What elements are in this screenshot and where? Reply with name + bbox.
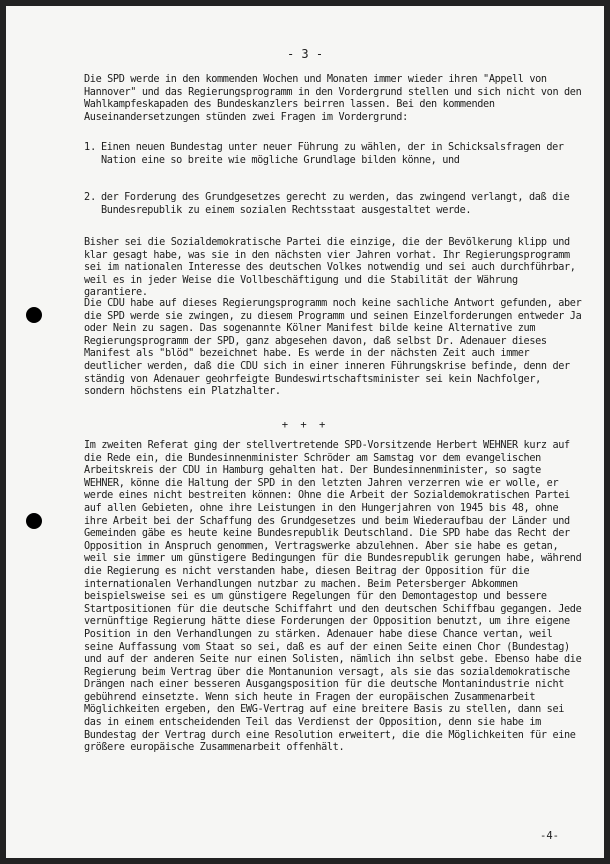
list-item-text: Einen neuen Bundestag unter neuer Führung zu wählen, der in Schicksalsfragen der Nation eine so breite wie mögliche Grundlage bilden könne, und [101, 142, 564, 166]
punch-hole-upper [26, 307, 42, 323]
list-item-number: 2. [84, 192, 97, 203]
section-divider: + + + [281, 419, 329, 431]
punch-hole-lower [26, 513, 42, 529]
paragraph-wehner-speech: Im zweiten Referat ging der stellvertretende SPD-Vorsitzende Herbert WEHNER kurz auf die Rede ein, die Bundesinnenminister Schröder am Samstag vor dem evangelischen Arbeitskreis der CDU in Hamburg gehalten hat. Der Bundesinnenminister, so sagte WEHNER, könne die Haltung der SPD in den letzten Jahren verzerren wie er wolle, er werde eines nicht bestreiten können: Ohne die Arbeit der Sozialdemokratischen Partei auf allen Gebieten, ohne ihre Leistungen in den Hungerjahren von 1945 bis 48, ohne ihre Arbeit bei der Schaffung des Grundgesetzes und beim Wiederaufbau der Länder und Gemeinden gäbe es heute keine Bundesrepublik Deutschland. Die SPD habe das Recht der Opposition in Anspruch genommen, Vertragswerke abzulehnen. Aber sie habe es getan, weil sie immer um günstigere Bedingungen für die Bundesrepublik gerungen habe, während die Regierung es nicht verstanden habe, diesen Beitrag der Opposition für die internationalen Verhandlungen nutzbar zu machen. Beim Petersberger Abkommen beispielsweise sei es um günstigere Regelungen für den Demontagestop und bessere Startpositionen für die deutsche Schiffahrt und den deutschen Schiffbau gegangen. Jede vernünftige Regierung hätte diese Forderungen der Opposition benutzt, um ihre eigene Position in den Verhandlungen zu stärken. Adenauer habe diese Chance vertan, weil seine Auffassung vom Staat so sei, daß es auf der einen Seite einen Chor (Bundestag) und auf der anderen Seite nur einen Solisten, nämlich ihn selbst gebe. Ebenso habe die Regierung beim Vertrag über die Montanunion versagt, als sie das sozialdemokratische Drängen nach einer besseren Ausgangsposition für die deutsche Montanindustrie nicht gebührend einsetzte. Wenn sich heute in Fragen der europäischen Zusammenarbeit Möglichkeiten ergeben, den EWG-Vertrag auf eine breitere Basis zu stellen, dann sei das in einem entscheidenden Teil das Verdienst der Opposition, denn sie habe im Bundestag der Vertrag durch eine Resolution erweitert, die die Möglichkeiten für eine größere europäische Zusammenarbeit offenhält. [84, 440, 588, 754]
paragraph-intro: Die SPD werde in den kommenden Wochen und Monaten immer wieder ihren "Appell von Hannover" und das Regierungsprogramm in den Vordergrund stellen und sich nicht von den Wahlkampfeskapaden des Bundeskanzlers beirren lassen. Bei den kommenden Auseinandersetzungen stünden zwei Fragen im Vordergrund: [84, 74, 588, 123]
page-number: - 3 - [286, 47, 324, 61]
paragraph-cdu-response: Die CDU habe auf dieses Regierungsprogramm noch keine sachliche Antwort gefunden, aber die SPD werde sie zwingen, zu diesem Programm und seinen Einzelforderungen entweder Ja oder Nein zu sagen. Das sogenannte Kölner Manifest bilde keine Alternative zum Regierungsprogramm der SPD, ganz abgesehen davon, daß selbst Dr. Adenauer dieses Manifest als "blöd" bezeichnet habe. Es werde in der nächsten Zeit auch immer deutlicher werden, daß die CDU sich in einer inneren Führungskrise befinde, denn der ständig von Adenauer geohrfeigte Bundeswirtschaftsminister sei kein Nachfolger, sondern höchstens ein Platzhalter. [84, 298, 588, 398]
paragraph-spd-program: Bisher sei die Sozialdemokratische Partei die einzige, die der Bevölkerung klipp und klar gesagt habe, was sie in den nächsten vier Jahren vorhat. Ihr Regierungsprogramm sei im nationalen Interesse des deutschen Volkes notwendig und sei auch durchführbar, weil es in jeder Weise die Vollbeschäftigung und die Stabilität der Währung garantiere. [84, 237, 582, 299]
list-item-number: 1. [84, 142, 97, 153]
list-item-text: der Forderung des Grundgesetzes gerecht zu werden, das zwingend verlangt, daß die Bundesrepublik zu einem sozialen Rechtsstaat ausgestaltet werde. [101, 192, 570, 216]
continuation-marker: -4- [540, 830, 559, 842]
